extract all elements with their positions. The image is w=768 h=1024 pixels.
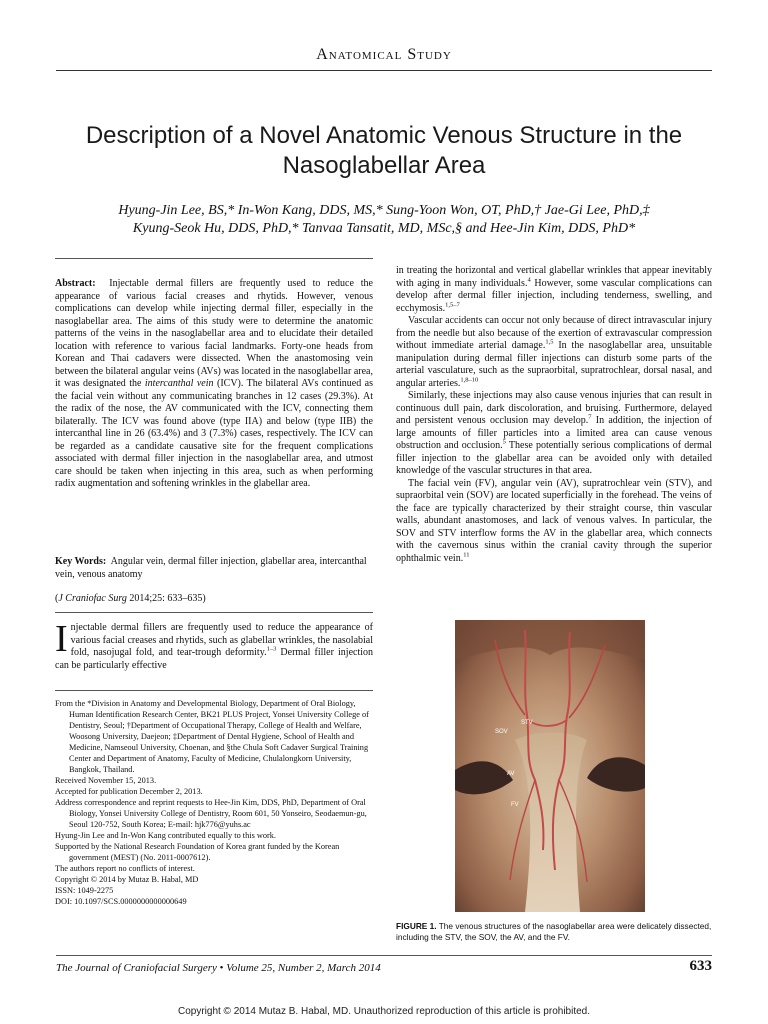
dissection-photo xyxy=(455,620,645,912)
copyright-notice: Copyright © 2014 Mutaz B. Habal, MD. Unauthorized reproduction of this article is prohibited. xyxy=(177,1006,591,1017)
abstract xyxy=(55,278,373,491)
citation: (J Craniofac Surg 2014;25: 633–635) xyxy=(55,593,206,604)
intro-text-a: njectable dermal fillers are frequently used to reduce the appearance of various facial creases and rhytids, such as glabellar wrinkles, the nasolabial fold, nasojugal fold, and tear-trough deformity. xyxy=(70,622,373,658)
reference-superscript: 7 xyxy=(588,413,592,421)
affiliation-item: The authors report no conflicts of interest. xyxy=(55,864,195,873)
footer-journal xyxy=(56,962,381,974)
header-rule xyxy=(56,70,712,71)
abstract-term: intercanthal vein xyxy=(144,378,214,389)
volume-info: Volume 25, Number 2, March 2014 xyxy=(226,962,381,974)
body-text: Vascular accidents can occur not only because of direct intravascular injury from the needle but also because of the exertion of extravascular compression without immediate arterial damage. xyxy=(396,315,712,351)
abstract-label: Abstract: xyxy=(55,278,96,289)
reference-superscript: 11 xyxy=(463,551,470,559)
abstract-text-a: Injectable dermal fillers are frequently used to reduce the appearance of various facial creases and rhytids. However, venous complications can develop while injecting dermal filler, especially in the nasoglabellar area. The aims of this study were to determine the anatomic patterns of the veins in the nasoglabellar area and to elucidate their detailed location with reference to various facial landmarks. Forty-one heads from Korean and Thai cadavers were dissected. When the anastomosing vein between the bilateral angular veins (AVs) was located in the nasoglabellar area, it was designated the xyxy=(55,278,373,389)
body-paragraph xyxy=(396,390,712,478)
intro-ref-a: 1–3 xyxy=(266,645,277,653)
reference-superscript: 1,8–10 xyxy=(460,376,479,384)
drop-cap: I xyxy=(55,618,68,660)
keywords xyxy=(55,556,373,581)
body-paragraph xyxy=(396,315,712,390)
affiliations xyxy=(55,698,373,907)
label-fv: FV xyxy=(511,802,519,808)
affiliation-item: Hyung-Jin Lee and In-Won Kang contributed equally to this work. xyxy=(55,831,276,840)
author-line-1: Hyung-Jin Lee, BS,* In-Won Kang, DDS, MS,* Sung-Yoon Won, OT, PhD,† Jae-Gi Lee, PhD,‡ xyxy=(118,203,650,218)
introduction xyxy=(55,618,373,672)
page-number: 633 xyxy=(689,958,712,974)
affiliation-rule xyxy=(55,690,373,691)
author-list xyxy=(40,202,728,238)
body-text: These potentially serious complications of dermal filler injection to the glabellar area can be avoided only with detailed knowledge of the vascular structures in that area. xyxy=(396,440,713,476)
affiliation-item: DOI: 10.1097/SCS.0000000000000649 xyxy=(55,897,187,906)
reference-superscript: 4 xyxy=(527,276,531,284)
right-column-text xyxy=(396,265,712,565)
abstract-bottom-rule xyxy=(55,612,373,613)
section-heading: Anatomical Study xyxy=(316,46,452,63)
keywords-text: Angular vein, dermal filler injection, glabellar area, intercanthal vein, venous anatomy xyxy=(55,556,367,580)
footer-rule xyxy=(56,955,712,956)
affiliation-item: Copyright © 2014 by Mutaz B. Habal, MD xyxy=(55,875,199,884)
article-title: Description of a Novel Anatomic Venous Structure in the Nasoglabellar Area xyxy=(85,122,683,179)
citation-rest: 2014;25: 633–635) xyxy=(129,593,206,604)
footer-bullet: • xyxy=(219,962,224,974)
reference-superscript: 1,5 xyxy=(545,338,554,346)
figure-caption-text: The venous structures of the nasoglabellar area were delicately dissected, including the STV, the SOV, the AV, and the FV. xyxy=(396,921,712,942)
figure-caption xyxy=(396,921,712,943)
author-line-2: Kyung-Seok Hu, DDS, PhD,* Tanvaa Tansatit, MD, MSc,§ and Hee-Jin Kim, DDS, PhD* xyxy=(132,221,636,236)
body-text: In the nasoglabellar area, unsuitable manipulation during dermal filler injections can disturb some parts of the arterial vasculature, such as the supraorbital, supratrochlear, dorsal nasal, and angular arteries. xyxy=(396,340,712,389)
body-text: The facial vein (FV), angular vein (AV), supratrochlear vein (STV), and supraorbital vein (SOV) are located superficially in the forehead. The veins of the face are typically characterized by their straight course, thin vascular walls, abundant anastomoses, and lack of venous valves. In particular, the SOV and STV interflow forms the AV in the glabellar area, which connects with the cavernous sinus within the cranial cavity through the superior ophthalmic vein. xyxy=(396,477,712,564)
reference-superscript: 1,5–7 xyxy=(445,301,460,309)
affiliation-item: ISSN: 1049-2275 xyxy=(55,886,114,895)
label-sov: SOV xyxy=(495,729,508,735)
label-stv: STV xyxy=(521,720,533,726)
figure-label: FIGURE 1. xyxy=(396,921,437,931)
abstract-top-rule xyxy=(55,258,373,259)
body-text: However, some vascular complications can develop after dermal filler injection, including tenderness, swelling, and ecchymosis. xyxy=(396,277,713,314)
body-text: in treating the horizontal and vertical glabellar wrinkles that appear inevitably with aging in many individuals. xyxy=(396,265,712,289)
abstract-text-b: (ICV). The bilateral AVs continued as the facial vein without any communicating branches in 12 cases (29.3%). At the radix of the nose, the AV communicated with the ICV, connecting them bilaterally. The ICV was found above (type IIA) and below (type IIB) the intercanthal line in 26 (63.4%) and 3 (7.3%) cases, respectively. The ICV can be regarded as a candidate causative site for the frequent complications associated with dermal filler injection in the nasoglabellar area, and utmost care should be taken when injecting in this area, such as when performing radix augmentation and softening wrinkles in the glabellar area. xyxy=(55,378,374,489)
body-text: In addition, the injection of large amounts of filler particles into a limited area can cause venous obstruction and occlusion. xyxy=(396,415,712,451)
body-paragraph xyxy=(396,478,712,566)
affiliation-item: Accepted for publication December 2, 2013. xyxy=(55,787,203,796)
affiliation-item: From the *Division in Anatomy and Developmental Biology, Department of Oral Biology, Human Identification Research Center, BK21 PLUS Project, Yonsei University College of Dentistry, Seoul; †Department of Occupational Therapy, College of Health and Welfare, Woosong University, Daejeon; ‡Department of Dental Hygiene, School of Health and Medicine, Namseoul University, Choenan, and §the Chula Soft Cadaver Surgical Training Center and Department of Anatomy, Faculty of Medicine, Chulalongkorn University, Bangkok, Thailand. xyxy=(55,699,369,774)
journal-name: The Journal of Craniofacial Surgery xyxy=(56,962,217,974)
body-text: Similarly, these injections may also cause venous injuries that can result in continuous dull pain, dark discoloration, and bruising. Furthermore, delayed and persistent venous occlusion may develop. xyxy=(396,390,712,426)
affiliation-item: Address correspondence and reprint requests to Hee-Jin Kim, DDS, PhD, Department of Oral Biology, Yonsei University College of Dentistry, Room 601, 50 Yonseiro, Seodaemun-gu, Seoul 120-752, South Korea; E-mail: hjk776@yuhs.ac xyxy=(55,798,367,829)
citation-journal: J Craniofac Surg xyxy=(58,593,127,604)
keywords-label: Key Words: xyxy=(55,556,107,567)
affiliation-item: Received November 15, 2013. xyxy=(55,776,157,785)
intro-text-b: Dermal filler injection can be particularly effective xyxy=(55,647,373,671)
label-av: AV xyxy=(507,771,515,777)
body-paragraph xyxy=(396,265,712,315)
reference-superscript: 5 xyxy=(502,438,506,446)
affiliation-item: Supported by the National Research Foundation of Korea grant funded by the Korean government (MEST) (No. 2011-0007612). xyxy=(55,842,340,862)
